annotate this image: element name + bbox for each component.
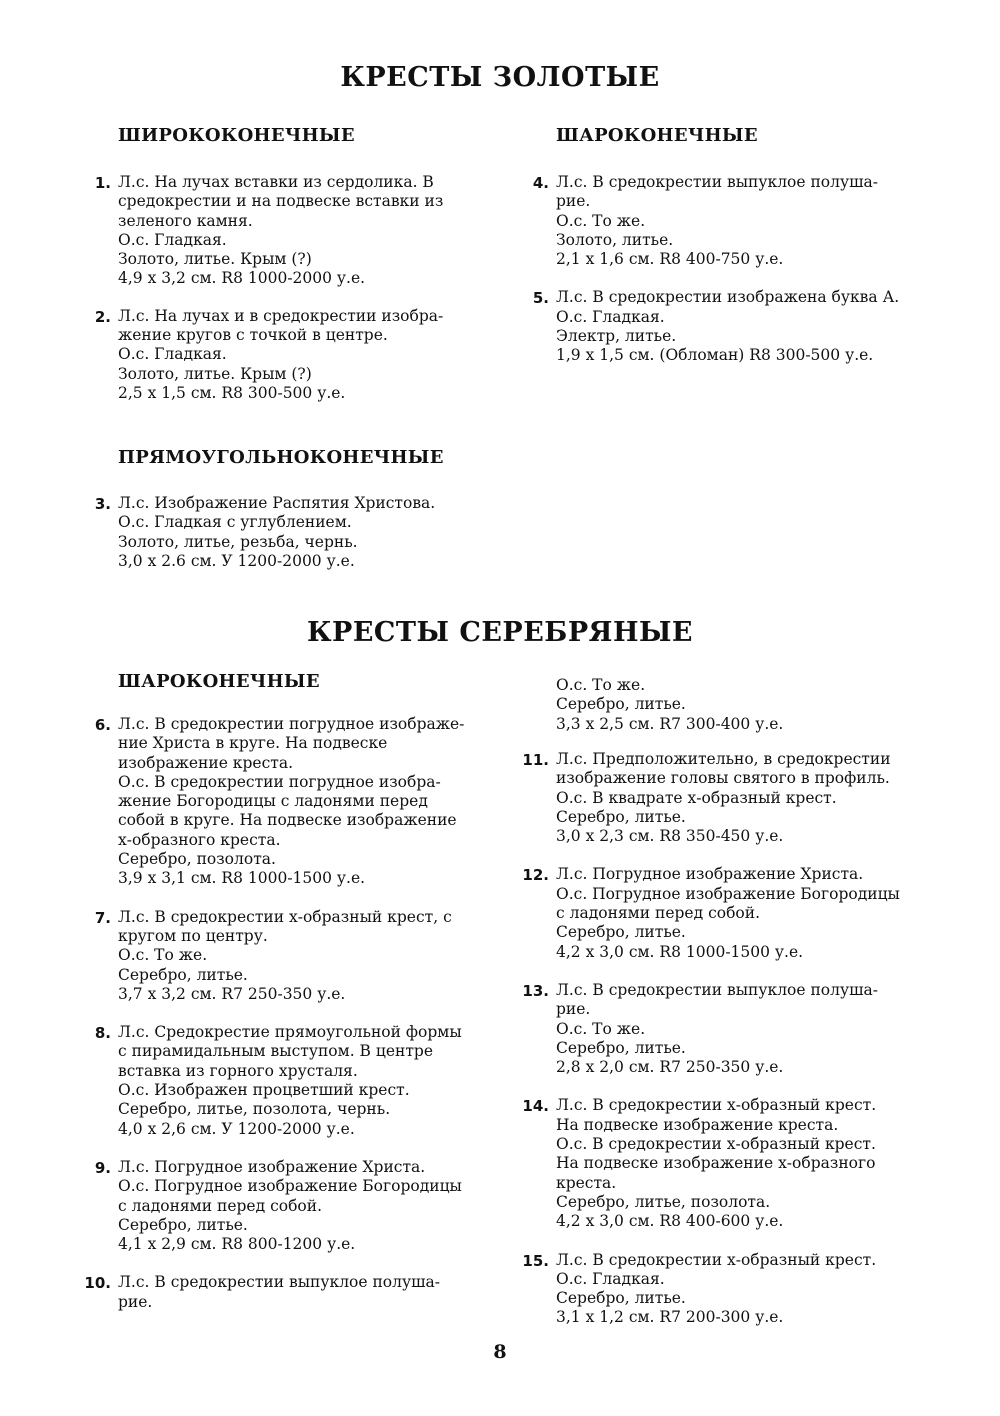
entry-line: рие. <box>556 1000 591 1019</box>
entry-line: Л.с. В средокрестии выпуклое полуша- <box>118 1273 440 1292</box>
entry-number: 13. <box>522 981 549 1000</box>
entry-line: зеленого камня. <box>118 211 253 230</box>
entry-number: 12. <box>522 866 549 885</box>
entry-number: 4. <box>532 174 549 192</box>
entry-line: О.с. В квадрате х-образный крест. <box>556 788 837 807</box>
entry-line: Серебро, позолота. <box>118 850 276 869</box>
entry-line: Л.с. В средокрестии выпуклое полуша- <box>556 980 878 999</box>
entry-line: х-образного креста. <box>118 830 281 849</box>
entry-line: О.с. Гладкая. <box>118 345 227 364</box>
entry-line: О.с. То же. <box>556 676 646 694</box>
entry-line: О.с. Гладкая. <box>556 1269 665 1288</box>
catalog-entry <box>522 1096 900 1231</box>
entry-line: жение Богородицы с ладонями перед <box>118 792 428 811</box>
entry-line: Л.с. В средокрестии выпуклое полуша- <box>556 173 878 191</box>
entry-line: 2,1 х 1,6 см. R8 400-750 у.е. <box>556 250 784 269</box>
catalog-entry <box>94 1023 464 1139</box>
catalog-entry <box>94 494 436 571</box>
entry-line: Л.с. На лучах и в средокрестии изобра- <box>118 306 444 325</box>
entry-line: 4,1 х 2,9 см. R8 800-1200 у.е. <box>118 1235 356 1254</box>
entry-line: Серебро, литье. <box>118 965 248 984</box>
catalog-entry <box>532 173 899 269</box>
entry-line: О.с. То же. <box>118 946 208 965</box>
entry-number: 5. <box>532 289 549 308</box>
entry-line: О.с. Изображен процветший крест. <box>118 1081 410 1100</box>
entry-line: 3,0 х 2.6 см. У 1200-2000 у.е. <box>118 551 355 570</box>
entry-line: Золото, литье. Крым (?) <box>118 250 312 269</box>
entry-line: Серебро, литье. <box>556 923 686 942</box>
entry-line: Серебро, литье. <box>556 1038 686 1057</box>
entry-line: О.с. Гладкая с углублением. <box>118 513 352 532</box>
entry-line: Л.с. На лучах вставки из сердолика. В <box>118 173 434 191</box>
catalog-entry <box>94 306 444 403</box>
entry-line: Л.с. В средокрестии х-образный крест, с <box>118 907 452 926</box>
entry-line: Л.с. В средокрестии х-образный крест. <box>556 1250 877 1269</box>
entry-line: вставка из горного хрусталя. <box>118 1061 358 1080</box>
entry-line: 2,5 х 1,5 см. R8 300-500 у.е. <box>118 383 346 402</box>
entry-line: с ладонями перед собой. <box>556 904 760 923</box>
gold-ball-entries <box>532 173 900 366</box>
gold-rect-heading: ПРЯМОУГОЛЬНОКОНЕЧНЫЕ <box>118 447 444 468</box>
entry-line: О.с. То же. <box>556 1019 646 1038</box>
silver-right-column <box>556 676 783 734</box>
entry-number: 6. <box>94 716 111 734</box>
entry-line: Л.с. Предположительно, в средокрестии <box>556 750 891 768</box>
entry-line: средокрестии и на подвеске вставки из <box>118 192 444 211</box>
catalog-entry <box>94 715 465 889</box>
entry-line: Серебро, литье, позолота, чернь. <box>118 1100 391 1119</box>
entry-line: 2,8 х 2,0 см. R7 250-350 у.е. <box>556 1058 784 1077</box>
entry-line: О.с. То же. <box>556 211 646 230</box>
entry-number: 9. <box>94 1158 111 1177</box>
entry-line: Серебро, литье, позолота. <box>556 1192 771 1211</box>
entry-line: с пирамидальным выступом. В центре <box>118 1042 434 1061</box>
entry-line: Серебро, литье. <box>556 807 686 826</box>
entry-line: 4,2 х 3,0 см. R8 400-600 у.е. <box>556 1212 784 1231</box>
entry-line: Л.с. Погрудное изображение Христа. <box>556 865 864 884</box>
catalog-entry <box>84 1273 464 1312</box>
silver-right-entries <box>522 750 900 1328</box>
entry-number: 3. <box>94 495 111 513</box>
gold-crosses-title: КРЕСТЫ ЗОЛОТЫЕ <box>340 62 660 93</box>
entry-line: Золото, литье, резьба, чернь. <box>118 532 358 551</box>
catalog-entry <box>94 907 464 1004</box>
catalog-entry <box>94 173 444 289</box>
entry-line: изображение головы святого в профиль. <box>556 769 890 788</box>
entry-line: рие. <box>556 192 591 211</box>
entry-line: рие. <box>118 1292 153 1311</box>
entry-line: изображение креста. <box>118 753 294 772</box>
gold-wide-entries <box>94 173 444 403</box>
gold-ball-heading: ШАРОКОНЕЧНЫЕ <box>556 125 758 146</box>
entry-10-continuation <box>556 676 783 734</box>
entry-line: 3,9 х 3,1 см. R8 1000-1500 у.е. <box>118 869 366 888</box>
entry-line: Серебро, литье. <box>556 1289 686 1308</box>
catalog-entry <box>522 980 900 1077</box>
entry-line: 4,9 х 3,2 см. R8 1000-2000 у.е. <box>118 269 366 288</box>
entry-line: Золото, литье. <box>556 230 674 249</box>
catalog-entry <box>532 288 900 365</box>
entry-line: Серебро, литье. <box>118 1215 248 1234</box>
entry-line: О.с. Погрудное изображение Богородицы <box>556 884 900 903</box>
catalog-entry <box>522 1250 900 1328</box>
entry-line: Серебро, литье. <box>556 695 686 714</box>
entry-line: Золото, литье. Крым (?) <box>118 364 312 383</box>
page-number: 8 <box>493 1341 507 1363</box>
entry-line: собой в круге. На подвеске изображение <box>118 811 457 830</box>
gold-wide-heading: ШИРОКОКОНЕЧНЫЕ <box>118 125 355 146</box>
entry-number: 14. <box>522 1097 549 1116</box>
entry-line: О.с. Погрудное изображение Богородицы <box>118 1177 462 1196</box>
entry-line: Л.с. Изображение Распятия Христова. <box>118 494 436 512</box>
entry-line: 4,0 х 2,6 см. У 1200-2000 у.е. <box>118 1119 355 1138</box>
entry-line: Электр, литье. <box>556 327 677 346</box>
entry-line: Л.с. В средокрестии погрудное изображе- <box>118 715 465 733</box>
entry-number: 11. <box>522 751 549 769</box>
catalog-entry <box>94 1157 464 1254</box>
entry-line: О.с. В средокрестии погрудное изобра- <box>118 772 441 791</box>
silver-crosses-title: КРЕСТЫ СЕРЕБРЯНЫЕ <box>306 617 694 648</box>
entry-line: кругом по центру. <box>118 926 268 945</box>
catalog-entry <box>522 865 900 961</box>
entry-line: 3,7 х 3,2 см. R7 250-350 у.е. <box>118 984 346 1003</box>
entry-line: На подвеске изображение х-образного <box>556 1154 876 1173</box>
silver-ball-heading: ШАРОКОНЕЧНЫЕ <box>118 671 320 692</box>
entry-number: 7. <box>94 908 111 927</box>
entry-line: На подвеске изображение креста. <box>556 1115 839 1134</box>
entry-line: Л.с. Средокрестие прямоугольной формы <box>118 1023 462 1042</box>
gold-rect-entries <box>94 494 436 571</box>
entry-line: О.с. В средокрестии х-образный крест. <box>556 1135 876 1154</box>
entry-line: ние Христа в круге. На подвеске <box>118 734 388 753</box>
entry-line: с ладонями перед собой. <box>118 1196 322 1215</box>
entry-line: О.с. Гладкая. <box>118 230 227 249</box>
entry-line: 4,2 х 3,0 см. R8 1000-1500 у.е. <box>556 942 804 961</box>
entry-line: 1,9 х 1,5 см. (Обломан) R8 300-500 у.е. <box>556 346 874 365</box>
entry-line: Л.с. В средокрестии изображена буква А. <box>556 288 900 307</box>
entry-line: 3,1 х 1,2 см. R7 200-300 у.е. <box>556 1308 784 1327</box>
entry-line: жение кругов с точкой в центре. <box>118 326 388 345</box>
catalog-entry <box>522 750 900 846</box>
entry-line: Л.с. В средокрестии х-образный крест. <box>556 1096 877 1115</box>
entry-line: 3,3 х 2,5 см. R7 300-400 у.е. <box>556 714 784 733</box>
entry-line: О.с. Гладкая. <box>556 307 665 326</box>
silver-left-entries <box>84 715 465 1312</box>
entry-line: креста. <box>556 1173 617 1192</box>
entry-line: 3,0 х 2,3 см. R8 350-450 у.е. <box>556 827 784 846</box>
entry-number: 10. <box>84 1274 111 1293</box>
entry-line: Л.с. Погрудное изображение Христа. <box>118 1157 426 1176</box>
entry-number: 8. <box>94 1024 111 1043</box>
entry-number: 15. <box>522 1251 549 1270</box>
entry-number: 2. <box>94 307 111 326</box>
entry-number: 1. <box>94 174 111 192</box>
